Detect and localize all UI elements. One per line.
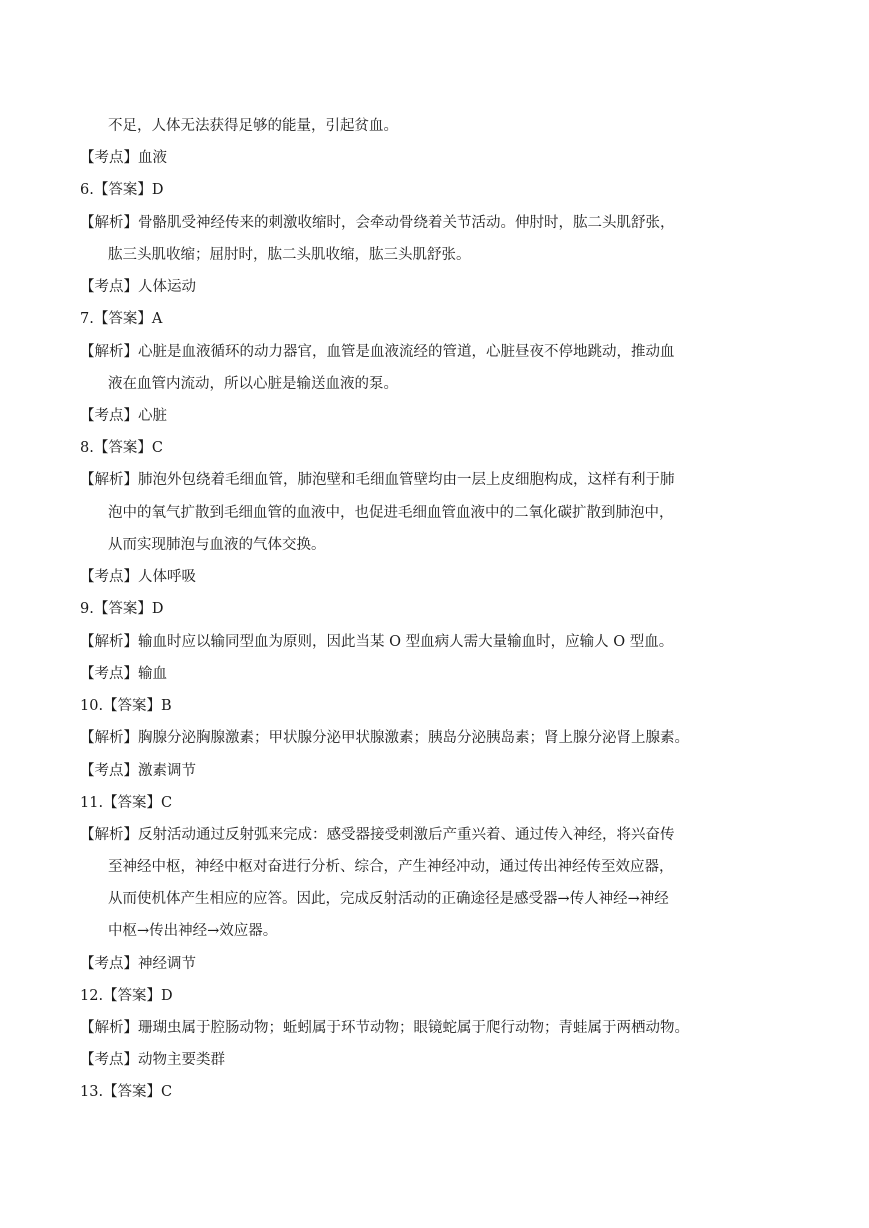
answer-line: 12.【答案】D bbox=[80, 988, 173, 1004]
topic-line: 【考点】输血 bbox=[80, 666, 167, 682]
topic-line: 【考点】人体呼吸 bbox=[80, 569, 196, 585]
text-line-continuation: 从而使机体产生相应的应答。因此，完成反射活动的正确途径是感受器→传人神经→神经 bbox=[108, 891, 669, 907]
analysis-line: 【解析】反射活动通过反射弧来完成：感受器接受刺激后产重兴着、通过传入神经，将兴奋传 bbox=[80, 827, 675, 843]
topic-line: 【考点】心脏 bbox=[80, 408, 167, 424]
answer-line: 11.【答案】C bbox=[80, 795, 173, 811]
answer-line: 8.【答案】C bbox=[80, 440, 163, 456]
text-line-continuation: 泡中的氧气扩散到毛细血管的血液中，也促进毛细血管血液中的二氧化碳扩散到肺泡中， bbox=[108, 505, 674, 521]
answer-line: 9.【答案】D bbox=[80, 601, 164, 617]
topic-line: 【考点】神经调节 bbox=[80, 956, 196, 972]
text-line-continuation: 液在血管内流动，所以心脏是输送血液的泵。 bbox=[108, 376, 398, 392]
text-line-continuation: 肱三头肌收缩；屈肘时，肱二头肌收缩，肱三头肌舒张。 bbox=[108, 247, 471, 263]
analysis-line: 【解析】心脏是血液循环的动力器官，血管是血液流经的管道，心脏昼夜不停地跳动，推动血 bbox=[80, 344, 675, 360]
analysis-line: 【解析】珊瑚虫属于腔肠动物；蚯蚓属于环节动物；眼镜蛇属于爬行动物；青蛙属于两栖动物。 bbox=[80, 1020, 689, 1036]
text-line-continuation: 不足，人体无法获得足够的能量，引起贫血。 bbox=[108, 118, 398, 134]
analysis-line: 【解析】胸腺分泌胸腺激素；甲状腺分泌甲状腺激素；胰岛分泌胰岛素；肾上腺分泌肾上腺素。 bbox=[80, 730, 689, 746]
text-line-continuation: 从而实现肺泡与血液的气体交换。 bbox=[108, 537, 326, 553]
answer-line: 13.【答案】C bbox=[80, 1084, 173, 1100]
answer-line: 6.【答案】D bbox=[80, 182, 164, 198]
answer-line: 10.【答案】B bbox=[80, 698, 172, 714]
analysis-line: 【解析】肺泡外包绕着毛细血管，肺泡壁和毛细血管壁均由一层上皮细胞构成，这样有利于肺 bbox=[80, 472, 675, 488]
topic-line: 【考点】动物主要类群 bbox=[80, 1052, 225, 1068]
text-line-continuation: 中枢→传出神经→效应器。 bbox=[108, 923, 278, 939]
answer-line: 7.【答案】A bbox=[80, 311, 163, 327]
topic-line: 【考点】人体运动 bbox=[80, 279, 196, 295]
topic-line: 【考点】激素调节 bbox=[80, 763, 196, 779]
analysis-line: 【解析】输血时应以输同型血为原则，因此当某 O 型血病人需大量输血时，应输人 O 型血。 bbox=[80, 634, 674, 650]
text-line-continuation: 至神经中枢，神经中枢对奋进行分析、综合，产生神经冲动，通过传出神经传至效应器， bbox=[108, 859, 674, 875]
analysis-line: 【解析】骨骼肌受神经传来的刺激收缩时，会牵动骨绕着关节活动。伸肘时，肱二头肌舒张， bbox=[80, 215, 675, 231]
topic-line: 【考点】血液 bbox=[80, 150, 167, 166]
